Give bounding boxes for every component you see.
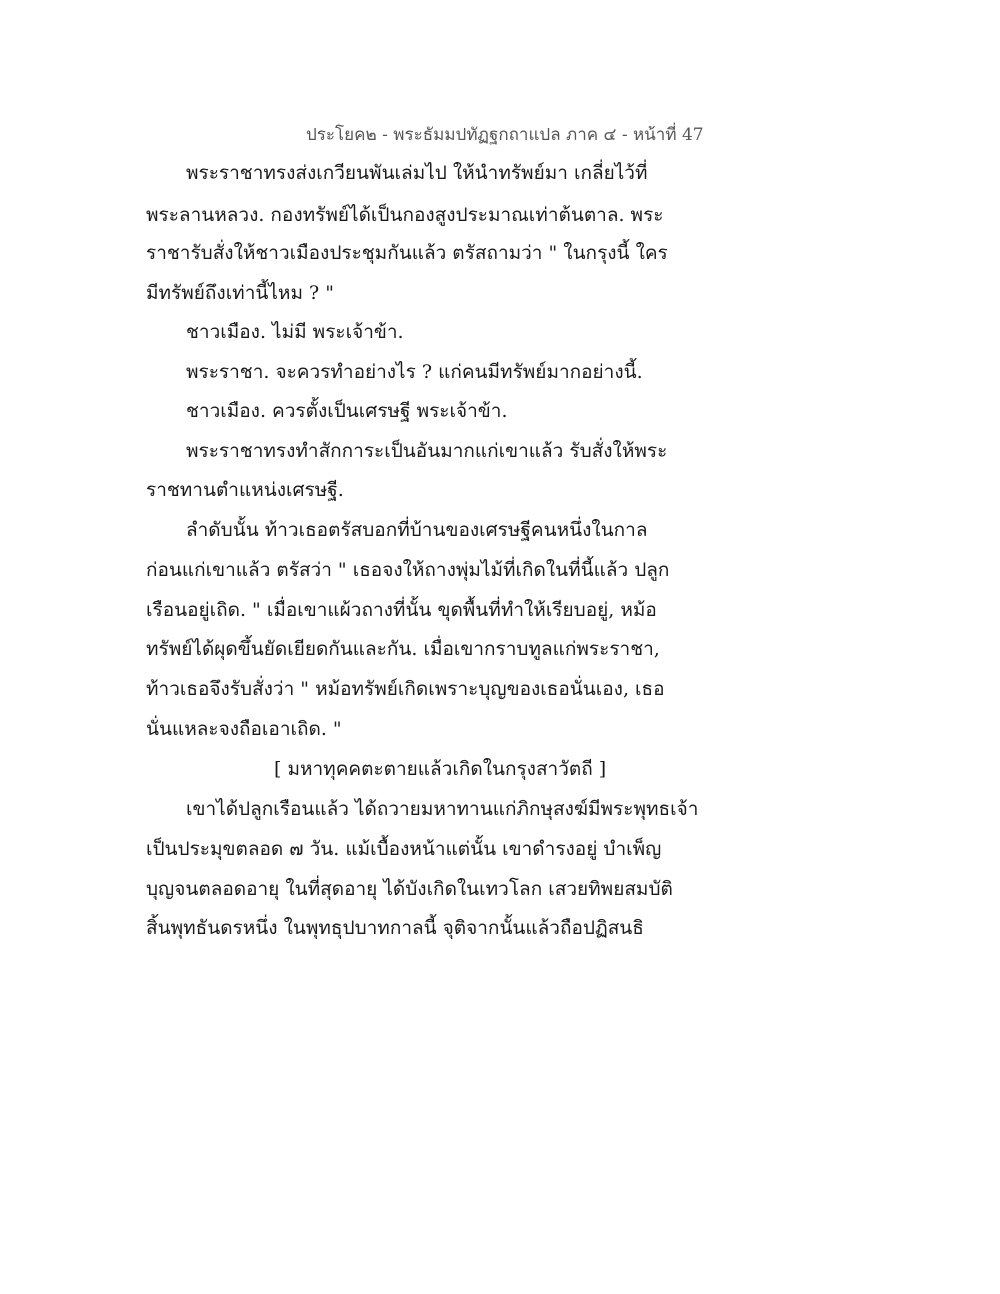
text-line: พระราชาทรงทำสักการะเป็นอันมากแก่เขาแล้ว รับสั่งให้พระ — [186, 440, 668, 462]
page-header: ประโยค๒ - พระธัมมปทัฏฐกถาแปล ภาค ๔ - หน้าที่ 47 — [306, 125, 704, 145]
text-line: พระราชาทรงส่งเกวียนพันเล่มไป ให้นำทรัพย์มา เกลี่ยไว้ที่ — [186, 162, 648, 184]
text-line: พระลานหลวง. กองทรัพย์ได้เป็นกองสูงประมาณเท่าต้นตาล. พระ — [146, 204, 664, 226]
text-line: เรือนอยู่เถิด. " เมื่อเขาแผ้วถางที่นั้น ขุดพื้นที่ทำให้เรียบอยู่, หม้อ — [146, 599, 657, 621]
text-line: ท้าวเธอจึงรับสั่งว่า " หม้อทรัพย์เกิดเพราะบุญของเธอนั่นเอง, เธอ — [146, 678, 665, 700]
text-line: ราชารับสั่งให้ชาวเมืองประชุมกันแล้ว ตรัสถามว่า " ในกรุงนี้ ใคร — [146, 242, 668, 264]
text-line: มีทรัพย์ถึงเท่านี้ไหม ? " — [146, 282, 334, 304]
text-line: นั่นแหละจงถือเอาเถิด. " — [146, 718, 342, 740]
text-line: สิ้นพุทธันดรหนึ่ง ในพุทธุปบาทกาลนี้ จุติจากนั้นแล้วถือปฏิสนธิ — [146, 917, 644, 939]
text-line: เป็นประมุขตลอด ๗ วัน. แม้เบื้องหน้าแต่นั้น เขาดำรงอยู่ บำเพ็ญ — [146, 838, 662, 860]
section-heading: [ มหาทุคคตะตายแล้วเกิดในกรุงสาวัตถี ] — [274, 758, 607, 780]
text-line: ก่อนแก่เขาแล้ว ตรัสว่า " เธอจงให้ถางพุ่มไม้ที่เกิดในที่นี้แล้ว ปลูก — [146, 559, 670, 581]
text-line: บุญจนตลอดอายุ ในที่สุดอายุ ได้บังเกิดในเทวโลก เสวยทิพยสมบัติ — [146, 878, 673, 900]
text-line: ลำดับนั้น ท้าวเธอตรัสบอกที่บ้านของเศรษฐีคนหนึ่งในกาล — [186, 519, 648, 541]
text-line: เขาได้ปลูกเรือนแล้ว ได้ถวายมหาทานแก่ภิกษุสงฆ์มีพระพุทธเจ้า — [186, 798, 699, 820]
text-line: ทรัพย์ได้ผุดขึ้นยัดเยียดกันและกัน. เมื่อเขากราบทูลแก่พระราชา, — [146, 638, 660, 660]
text-line: ชาวเมือง. ควรตั้งเป็นเศรษฐี พระเจ้าข้า. — [186, 400, 508, 422]
text-line: ชาวเมือง. ไม่มี พระเจ้าข้า. — [186, 321, 404, 343]
text-line: ราชทานตำแหน่งเศรษฐี. — [146, 479, 344, 501]
text-line: พระราชา. จะควรทำอย่างไร ? แก่คนมีทรัพย์มากอย่างนี้. — [186, 361, 643, 383]
